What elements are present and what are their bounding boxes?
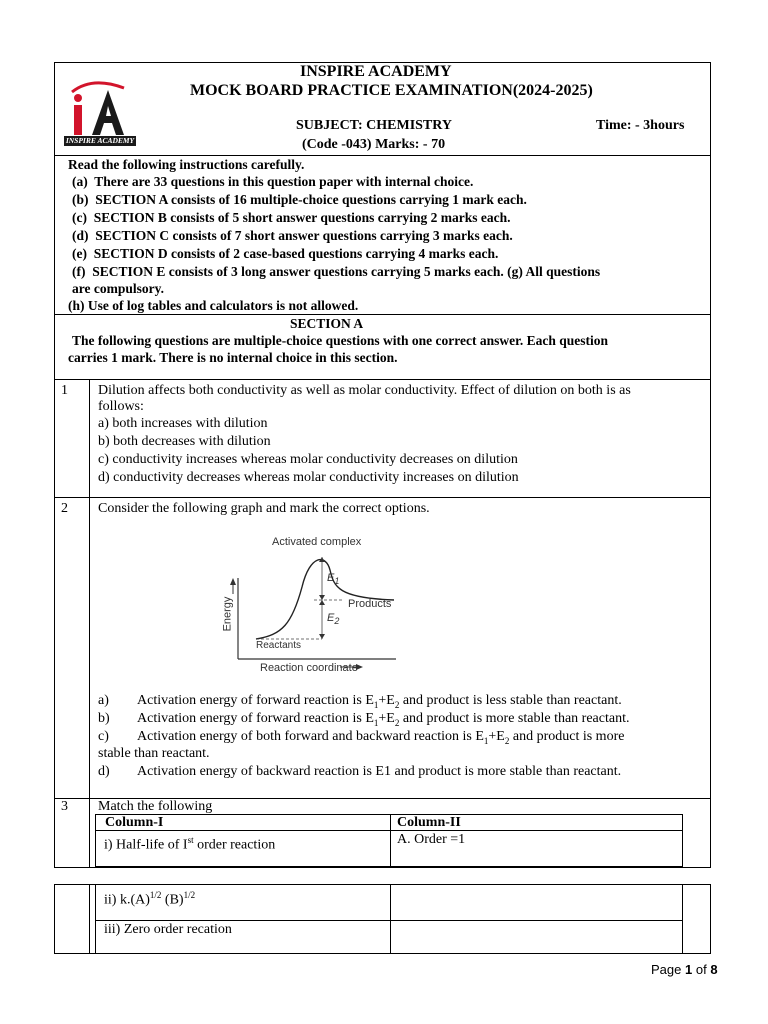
q3-number: 3 bbox=[61, 799, 68, 814]
academy-logo bbox=[62, 78, 138, 148]
match-col1-header: Column-I bbox=[105, 815, 164, 830]
e1-arrow-down bbox=[319, 595, 325, 600]
instruction-text: SECTION D consists of 2 case-based questions carrying 4 marks each. bbox=[93, 246, 499, 261]
match-column-divider bbox=[390, 814, 391, 867]
q2-option-c-mid: +E bbox=[488, 729, 505, 744]
page-footer bbox=[651, 962, 718, 977]
match-row1-col1 bbox=[104, 831, 275, 855]
graph-ylabel: Energy bbox=[221, 596, 234, 632]
exam-title: MOCK BOARD PRACTICE EXAMINATION(2024-2025) bbox=[190, 82, 593, 99]
page-total: 8 bbox=[710, 962, 718, 977]
instruction-continuation: are compulsory. bbox=[72, 281, 164, 296]
q2-option-c-label: c) bbox=[98, 729, 109, 744]
q2-option-d-label: d) bbox=[98, 764, 110, 779]
instruction-item-c bbox=[72, 209, 511, 226]
superscript: 1/2 bbox=[149, 890, 162, 900]
y-arrowhead bbox=[230, 578, 236, 585]
time-label: Time: - 3hours bbox=[596, 118, 685, 133]
q2-option-b-label: b) bbox=[98, 711, 110, 726]
instruction-text: SECTION B consists of 5 short answer questions carrying 2 marks each. bbox=[93, 210, 511, 225]
match-row1-col2: A. Order =1 bbox=[397, 832, 466, 847]
match-row3-col1: iii) Zero order recation bbox=[104, 922, 232, 937]
superscript: 1/2 bbox=[183, 890, 196, 900]
instruction-label: (f) bbox=[72, 264, 86, 279]
instruction-text: SECTION E consists of 3 long answer questions carrying 5 marks each. (g) All questions bbox=[92, 264, 601, 279]
q1-stem-line2: follows: bbox=[98, 399, 144, 414]
instruction-text: There are 33 questions in this question paper with internal choice. bbox=[94, 174, 474, 189]
of-word: of bbox=[695, 962, 707, 977]
q2-option-a-mid: +E bbox=[378, 693, 395, 708]
instruction-item-e bbox=[72, 245, 498, 262]
q1-option-a: a) both increases with dilution bbox=[98, 416, 268, 431]
subscript: 2 bbox=[504, 735, 510, 746]
q1-option-c: c) conductivity increases whereas molar conductivity decreases on dilution bbox=[98, 452, 518, 467]
number-column-divider bbox=[89, 884, 90, 954]
e2-arrow-down bbox=[319, 634, 325, 639]
q1-number: 1 bbox=[61, 383, 68, 398]
q2-option-a-label: a) bbox=[98, 693, 109, 708]
subscript: 1 bbox=[373, 717, 379, 728]
superscript: st bbox=[187, 835, 194, 845]
graph-e1-label bbox=[327, 572, 339, 586]
instruction-item-a bbox=[72, 173, 473, 190]
q2-stem: Consider the following graph and mark the correct options. bbox=[98, 501, 430, 516]
q2-option-d-text: Activation energy of backward reaction is E1 and product is more stable than reactant. bbox=[137, 764, 622, 779]
q2-option-c-line2: stable than reactant. bbox=[98, 746, 210, 761]
instruction-item-h: (h) Use of log tables and calculators is not allowed. bbox=[68, 298, 359, 313]
row-divider bbox=[54, 497, 711, 498]
q1-option-b: b) both decreases with dilution bbox=[98, 434, 271, 449]
q3-stem: Match the following bbox=[98, 799, 213, 814]
match-column-divider bbox=[390, 884, 391, 954]
match-col2-header: Column-II bbox=[397, 815, 461, 830]
section-a-title: SECTION A bbox=[290, 316, 364, 331]
instruction-label: (e) bbox=[72, 246, 87, 261]
instruction-item-b bbox=[72, 191, 527, 208]
instruction-label: (b) bbox=[72, 192, 89, 207]
q2-option-c-pre: Activation energy of both forward and backward reaction is E bbox=[137, 729, 484, 744]
subscript: 1 bbox=[483, 735, 489, 746]
q1-option-d: d) conductivity decreases whereas molar conductivity increases on dilution bbox=[98, 470, 519, 485]
graph-reactants-label: Reactants bbox=[256, 640, 302, 651]
match-row1-pre: i) Half-life of I bbox=[104, 837, 188, 853]
q2-option-b-pre: Activation energy of forward reaction is E bbox=[137, 711, 374, 726]
q2-option-c-text bbox=[137, 728, 624, 750]
instruction-item-d bbox=[72, 227, 513, 244]
q2-option-b-mid: +E bbox=[378, 711, 395, 726]
match-row2-mid: (B) bbox=[161, 892, 184, 908]
section-a-desc-1: The following questions are multiple-choice questions with one correct answer. Each question bbox=[72, 333, 609, 348]
page-word: Page bbox=[651, 962, 682, 977]
section-a-desc-2: carries 1 mark. There is no internal choice in this section. bbox=[68, 350, 398, 365]
q2-option-b-post: and product is more stable than reactant. bbox=[399, 711, 630, 726]
graph-e2-label bbox=[327, 612, 339, 626]
e2-letter: E bbox=[327, 612, 335, 624]
instruction-text: SECTION C consists of 7 short answer questions carrying 3 marks each. bbox=[95, 228, 513, 243]
match-row2-col1 bbox=[104, 886, 195, 910]
q2-option-a-pre: Activation energy of forward reaction is E bbox=[137, 693, 374, 708]
e1-subscript: 1 bbox=[334, 576, 340, 587]
subject-label: SUBJECT: CHEMISTRY bbox=[296, 118, 452, 133]
instruction-text: SECTION A consists of 16 multiple-choice questions carrying 1 mark each. bbox=[95, 192, 527, 207]
energy-diagram bbox=[222, 532, 402, 680]
e2-arrow-up bbox=[319, 600, 325, 605]
code-marks-label: (Code -043) Marks: - 70 bbox=[302, 137, 446, 152]
instruction-label: (a) bbox=[72, 174, 88, 189]
q2-option-c-post: and product is more bbox=[509, 729, 625, 744]
graph-products-label: Products bbox=[348, 598, 392, 610]
graph-xlabel: Reaction coordinate bbox=[260, 662, 358, 674]
subscript: 2 bbox=[394, 717, 400, 728]
q1-stem-line1: Dilution affects both conductivity as well as molar conductivity. Effect of dilution on both is as bbox=[98, 383, 631, 398]
subscript: 1 bbox=[373, 699, 379, 710]
logo-caption: INSPIRE ACADEMY bbox=[65, 136, 135, 145]
e2-subscript: 2 bbox=[334, 616, 340, 627]
instructions-heading: Read the following instructions carefully. bbox=[68, 157, 305, 172]
number-column-divider bbox=[89, 379, 90, 868]
match-row1-post: order reaction bbox=[193, 837, 276, 853]
instruction-label: (c) bbox=[72, 210, 87, 225]
match-row2-pre: ii) k.(A) bbox=[104, 892, 150, 908]
academy-name: INSPIRE ACADEMY bbox=[300, 63, 452, 80]
graph-title: Activated complex bbox=[272, 536, 362, 548]
page-number: 1 bbox=[685, 962, 693, 977]
subscript: 2 bbox=[394, 699, 400, 710]
e1-letter: E bbox=[327, 572, 335, 584]
instruction-label: (d) bbox=[72, 228, 89, 243]
instruction-item-f bbox=[72, 263, 600, 280]
q2-number: 2 bbox=[61, 501, 68, 516]
q2-option-a-post: and product is less stable than reactant. bbox=[399, 693, 622, 708]
